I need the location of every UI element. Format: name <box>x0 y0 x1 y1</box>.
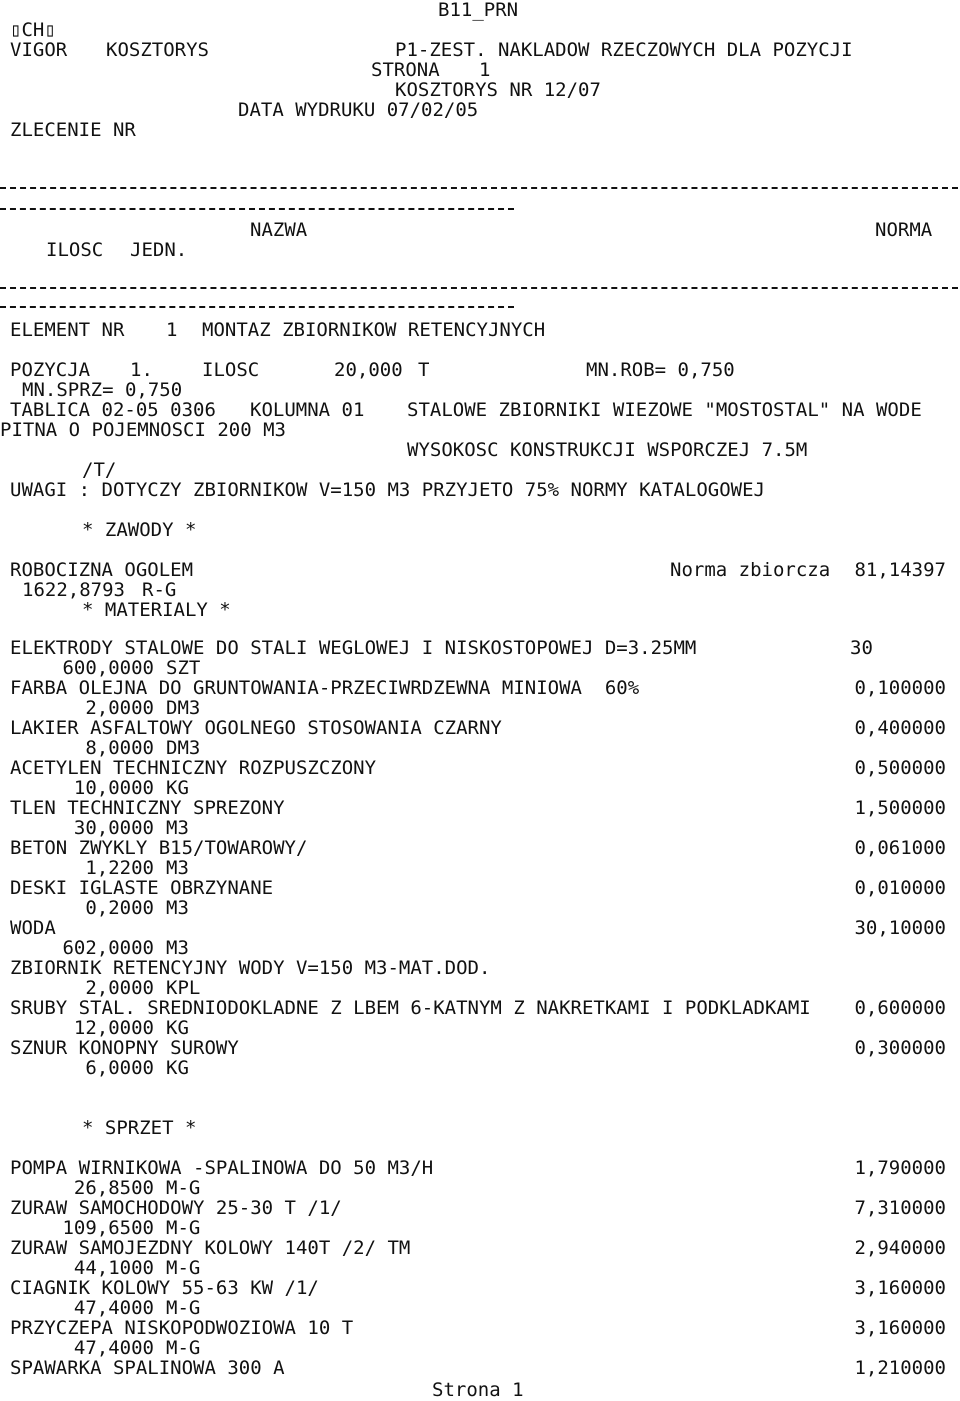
column-ref: KOLUMNA 01 <box>250 399 365 421</box>
separator-line <box>0 187 958 189</box>
column-header-norm: NORMA <box>875 219 933 241</box>
position-qty-value: 20,000 <box>334 359 403 381</box>
report-title: P1-ZEST. NAKLADOW RZECZOWYCH DLA POZYCJI <box>395 39 853 61</box>
materials-item-norm: 0,300000 <box>854 1037 946 1059</box>
labor-name: ROBOCIZNA OGOLEM <box>10 559 194 581</box>
mn-sprz: MN.SPRZ= 0,750 <box>22 379 183 401</box>
equipment-item-unit: M-G <box>166 1297 201 1319</box>
materials-item-norm: 30 <box>850 637 873 659</box>
materials-item-name: BETON ZWYKLY B15/TOWAROWY/ <box>10 837 308 859</box>
materials-item-name: ACETYLEN TECHNICZNY ROZPUSZCZONY <box>10 757 377 779</box>
equipment-item-norm: 7,310000 <box>854 1197 946 1219</box>
materials-item-unit: DM3 <box>166 737 201 759</box>
materials-item-qty: 1,2200 <box>85 857 154 879</box>
equipment-item-norm: 1,790000 <box>854 1157 946 1179</box>
position-qty-label: ILOSC <box>202 359 260 381</box>
equipment-item-norm: 3,160000 <box>854 1277 946 1299</box>
materials-item-norm: 0,010000 <box>854 877 946 899</box>
materials-item-norm: 0,100000 <box>854 677 946 699</box>
materials-item-unit: KG <box>166 1057 189 1079</box>
materials-item-qty: 6,0000 <box>85 1057 154 1079</box>
labor-norm-value: 81,14397 <box>854 559 946 581</box>
element-label: ELEMENT NR <box>10 319 125 341</box>
ch-text: CH <box>21 19 45 41</box>
ch-close-glyph: ▯ <box>44 19 56 41</box>
materials-item-name: LAKIER ASFALTOWY OGOLNEGO STOSOWANIA CZARNY <box>10 717 502 739</box>
materials-item-name: WODA <box>10 917 56 939</box>
materials-item-name: ZBIORNIK RETENCYJNY WODY V=150 M3-MAT.DOD. <box>10 957 491 979</box>
print-date: DATA WYDRUKU 07/02/05 <box>238 99 479 121</box>
materials-item-name: DESKI IGLASTE OBRZYNANE <box>10 877 274 899</box>
materials-item-name: SRUBY STAL. SREDNIODOKLADNE Z LBEM 6-KATNYM Z NAKRETKAMI I PODKLADKAMI <box>10 997 811 1019</box>
doc-type: KOSZTORYS <box>106 39 209 61</box>
company-name: VIGOR <box>10 39 68 61</box>
column-header-name: NAZWA <box>250 219 308 241</box>
height-note: WYSOKOSC KONSTRUKCJI WSPORCZEJ 7.5M <box>407 439 808 461</box>
equipment-item-qty: 44,1000 <box>73 1257 154 1279</box>
equipment-item-norm: 1,210000 <box>854 1357 946 1379</box>
materials-item-unit: M3 <box>166 817 189 839</box>
equipment-item-unit: M-G <box>166 1217 201 1239</box>
labor-unit: R-G <box>142 579 177 601</box>
position-description: STALOWE ZBIORNIKI WIEZOWE "MOSTOSTAL" NA WODE <box>407 399 922 421</box>
equipment-item-name: CIAGNIK KOLOWY 55-63 KW /1/ <box>10 1277 319 1299</box>
materials-item-norm: 1,500000 <box>854 797 946 819</box>
equipment-item-qty: 47,4000 <box>73 1297 154 1319</box>
position-description-cont: PITNA O POJEMNOSCI 200 M3 <box>0 419 286 441</box>
equipment-item-name: ZURAW SAMOCHODOWY 25-30 T /1/ <box>10 1197 342 1219</box>
remark: UWAGI : DOTYCZY ZBIORNIKOW V=150 M3 PRZYJETO 75% NORMY KATALOGOWEJ <box>10 479 765 501</box>
materials-item-qty: 2,0000 <box>85 697 154 719</box>
element-number: 1 <box>166 319 178 341</box>
labor-norm-label: Norma zbiorcza <box>670 559 831 581</box>
position-label: POZYCJA <box>10 359 91 381</box>
position-qty-unit: T <box>418 359 430 381</box>
materials-item-qty: 30,0000 <box>73 817 154 839</box>
ch-marker <box>10 20 56 40</box>
order-label: ZLECENIE NR <box>10 119 136 141</box>
materials-item-qty: 2,0000 <box>85 977 154 999</box>
materials-item-name: FARBA OLEJNA DO GRUNTOWANIA-PRZECIWRDZEWNA MINIOWA 60% <box>10 677 640 699</box>
section-materials: * MATERIALY * <box>82 599 231 621</box>
column-header-qty: ILOSC <box>46 239 104 261</box>
materials-item-qty: 602,0000 <box>62 937 154 959</box>
equipment-item-name: POMPA WIRNIKOWA -SPALINOWA DO 50 M3/H <box>10 1157 434 1179</box>
materials-item-qty: 600,0000 <box>62 657 154 679</box>
materials-item-name: TLEN TECHNICZNY SPREZONY <box>10 797 285 819</box>
page-label: STRONA <box>371 59 440 81</box>
materials-item-norm: 30,10000 <box>854 917 946 939</box>
materials-item-unit: SZT <box>166 657 201 679</box>
equipment-item-unit: M-G <box>166 1177 201 1199</box>
separator-line <box>0 208 514 210</box>
materials-item-norm: 0,061000 <box>854 837 946 859</box>
equipment-item-unit: M-G <box>166 1257 201 1279</box>
materials-item-qty: 8,0000 <box>85 737 154 759</box>
footer-page: Strona 1 <box>432 1379 524 1401</box>
materials-item-unit: M3 <box>166 937 189 959</box>
unit-note: /T/ <box>82 459 117 481</box>
materials-item-qty: 0,2000 <box>85 897 154 919</box>
element-name: MONTAZ ZBIORNIKOW RETENCYJNYCH <box>202 319 546 341</box>
section-equipment: * SPRZET * <box>82 1117 197 1139</box>
materials-item-unit: M3 <box>166 897 189 919</box>
materials-item-norm: 0,600000 <box>854 997 946 1019</box>
equipment-item-name: PRZYCZEPA NISKOPODWOZIOWA 10 T <box>10 1317 354 1339</box>
separator-line <box>0 306 514 308</box>
ch-open-glyph: ▯ <box>10 19 22 41</box>
materials-item-unit: KG <box>166 777 189 799</box>
materials-item-name: ELEKTRODY STALOWE DO STALI WEGLOWEJ I NISKOSTOPOWEJ D=3.25MM <box>10 637 697 659</box>
equipment-item-norm: 2,940000 <box>854 1237 946 1259</box>
separator-line <box>0 287 958 289</box>
mn-rob: MN.ROB= 0,750 <box>586 359 735 381</box>
materials-item-norm: 0,500000 <box>854 757 946 779</box>
materials-item-norm: 0,400000 <box>854 717 946 739</box>
materials-item-unit: KG <box>166 1017 189 1039</box>
materials-item-qty: 12,0000 <box>73 1017 154 1039</box>
column-header-unit: JEDN. <box>130 239 188 261</box>
materials-item-unit: M3 <box>166 857 189 879</box>
materials-item-unit: DM3 <box>166 697 201 719</box>
page-number: 1 <box>479 59 491 81</box>
labor-qty: 1622,8793 <box>22 579 125 601</box>
equipment-item-name: SPAWARKA SPALINOWA 300 A <box>10 1357 285 1379</box>
file-name: B11_PRN <box>438 0 519 21</box>
equipment-item-norm: 3,160000 <box>854 1317 946 1339</box>
equipment-item-name: ZURAW SAMOJEZDNY KOLOWY 140T /2/ TM <box>10 1237 411 1259</box>
materials-item-qty: 10,0000 <box>73 777 154 799</box>
kosztorys-number: KOSZTORYS NR 12/07 <box>395 79 601 101</box>
materials-item-unit: KPL <box>166 977 201 999</box>
table-ref: TABLICA 02-05 0306 <box>10 399 216 421</box>
equipment-item-qty: 47,4000 <box>73 1337 154 1359</box>
equipment-item-unit: M-G <box>166 1337 201 1359</box>
position-number: 1. <box>130 359 153 381</box>
equipment-item-qty: 26,8500 <box>73 1177 154 1199</box>
materials-item-name: SZNUR KONOPNY SUROWY <box>10 1037 239 1059</box>
section-labor: * ZAWODY * <box>82 519 197 541</box>
equipment-item-qty: 109,6500 <box>62 1217 154 1239</box>
